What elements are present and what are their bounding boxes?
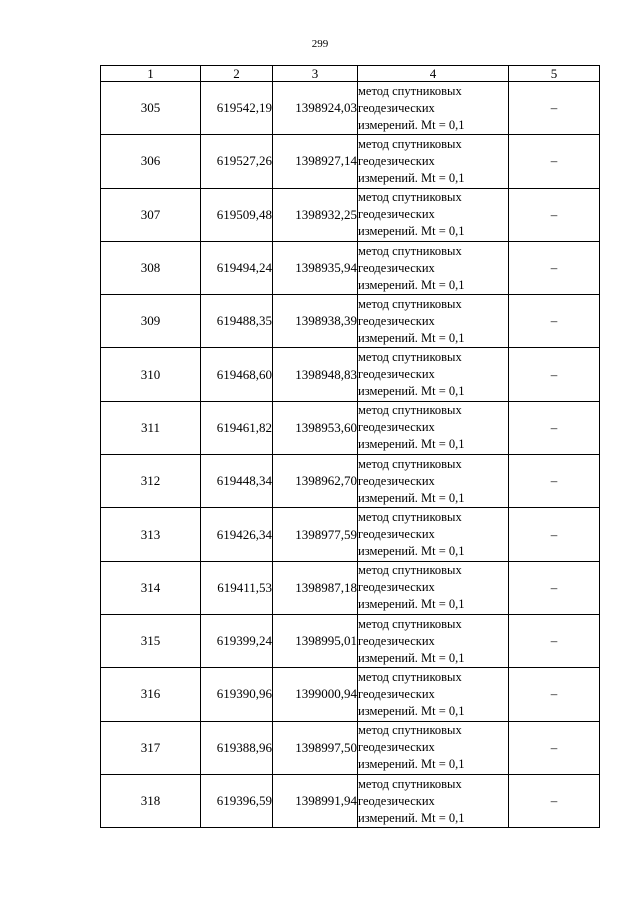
coordinate-x: 619509,48 xyxy=(201,188,273,241)
method-line: геодезических xyxy=(358,580,435,595)
coordinate-y: 1398932,25 xyxy=(273,188,358,241)
method-line: метод спутниковых xyxy=(358,510,462,525)
table-header-row xyxy=(101,66,600,82)
coordinate-x: 619388,96 xyxy=(201,721,273,774)
point-number: 315 xyxy=(101,614,201,667)
method-line: измерений. Mt = 0,1 xyxy=(358,810,465,825)
method-line: геодезических xyxy=(358,153,435,168)
coordinate-x: 619468,60 xyxy=(201,348,273,401)
point-number: 310 xyxy=(101,348,201,401)
method-line: измерений. Mt = 0,1 xyxy=(358,384,465,399)
method-description xyxy=(358,82,509,135)
note-dash: – xyxy=(509,774,600,827)
coordinate-y: 1399000,94 xyxy=(273,668,358,721)
method-description xyxy=(358,561,509,614)
method-description xyxy=(358,188,509,241)
method-line: измерений. Mt = 0,1 xyxy=(358,117,465,132)
table-body xyxy=(101,82,600,828)
table-row xyxy=(101,455,600,508)
note-dash: – xyxy=(509,241,600,294)
note-dash: – xyxy=(509,295,600,348)
method-description xyxy=(358,241,509,294)
method-description xyxy=(358,348,509,401)
coordinates-table xyxy=(100,65,600,828)
method-line: измерений. Mt = 0,1 xyxy=(358,544,465,559)
method-line: геодезических xyxy=(358,473,435,488)
point-number: 314 xyxy=(101,561,201,614)
method-line: геодезических xyxy=(358,367,435,382)
point-number: 313 xyxy=(101,508,201,561)
method-line: измерений. Mt = 0,1 xyxy=(358,277,465,292)
column-header-4: 4 xyxy=(358,66,509,82)
method-line: геодезических xyxy=(358,740,435,755)
method-line: геодезических xyxy=(358,527,435,542)
method-line: измерений. Mt = 0,1 xyxy=(358,437,465,452)
method-line: геодезических xyxy=(358,420,435,435)
table-row xyxy=(101,668,600,721)
method-line: измерений. Mt = 0,1 xyxy=(358,490,465,505)
method-line: измерений. Mt = 0,1 xyxy=(358,597,465,612)
method-line: метод спутниковых xyxy=(358,350,462,365)
coordinate-x: 619426,34 xyxy=(201,508,273,561)
method-description xyxy=(358,721,509,774)
method-line: измерений. Mt = 0,1 xyxy=(358,330,465,345)
method-line: геодезических xyxy=(358,207,435,222)
method-description xyxy=(358,668,509,721)
table-row xyxy=(101,614,600,667)
method-description xyxy=(358,295,509,348)
method-line: измерений. Mt = 0,1 xyxy=(358,170,465,185)
point-number: 309 xyxy=(101,295,201,348)
coordinate-x: 619461,82 xyxy=(201,401,273,454)
note-dash: – xyxy=(509,188,600,241)
column-header-3: 3 xyxy=(273,66,358,82)
coordinate-x: 619542,19 xyxy=(201,82,273,135)
method-description xyxy=(358,401,509,454)
page-number: 299 xyxy=(311,38,329,50)
coordinate-y: 1398997,50 xyxy=(273,721,358,774)
point-number: 316 xyxy=(101,668,201,721)
method-line: измерений. Mt = 0,1 xyxy=(358,757,465,772)
method-line: метод спутниковых xyxy=(358,776,462,791)
column-header-2: 2 xyxy=(201,66,273,82)
coordinate-y: 1398991,94 xyxy=(273,774,358,827)
method-line: метод спутниковых xyxy=(358,403,462,418)
method-line: геодезических xyxy=(358,686,435,701)
note-dash: – xyxy=(509,508,600,561)
point-number: 306 xyxy=(101,135,201,188)
coordinate-y: 1398962,70 xyxy=(273,455,358,508)
method-description xyxy=(358,135,509,188)
coordinate-x: 619448,34 xyxy=(201,455,273,508)
method-line: геодезических xyxy=(358,260,435,275)
point-number: 311 xyxy=(101,401,201,454)
note-dash: – xyxy=(509,561,600,614)
table-row xyxy=(101,188,600,241)
table-row xyxy=(101,401,600,454)
note-dash: – xyxy=(509,82,600,135)
coordinate-x: 619390,96 xyxy=(201,668,273,721)
coordinate-y: 1398987,18 xyxy=(273,561,358,614)
coordinate-y: 1398924,03 xyxy=(273,82,358,135)
table-row xyxy=(101,295,600,348)
method-line: измерений. Mt = 0,1 xyxy=(358,650,465,665)
coordinate-y: 1398927,14 xyxy=(273,135,358,188)
method-line: метод спутниковых xyxy=(358,190,462,205)
table-row xyxy=(101,241,600,294)
coordinate-x: 619411,53 xyxy=(201,561,273,614)
coordinate-y: 1398948,83 xyxy=(273,348,358,401)
method-line: геодезических xyxy=(358,633,435,648)
method-line: измерений. Mt = 0,1 xyxy=(358,224,465,239)
method-line: геодезических xyxy=(358,100,435,115)
note-dash: – xyxy=(509,401,600,454)
method-line: метод спутниковых xyxy=(358,136,462,151)
point-number: 318 xyxy=(101,774,201,827)
note-dash: – xyxy=(509,135,600,188)
coordinate-y: 1398953,60 xyxy=(273,401,358,454)
coordinate-x: 619527,26 xyxy=(201,135,273,188)
table-row xyxy=(101,721,600,774)
note-dash: – xyxy=(509,668,600,721)
method-line: метод спутниковых xyxy=(358,563,462,578)
method-line: метод спутниковых xyxy=(358,616,462,631)
table-row xyxy=(101,561,600,614)
table-row xyxy=(101,135,600,188)
point-number: 317 xyxy=(101,721,201,774)
method-line: метод спутниковых xyxy=(358,669,462,684)
method-line: геодезических xyxy=(358,793,435,808)
method-line: измерений. Mt = 0,1 xyxy=(358,703,465,718)
method-line: метод спутниковых xyxy=(358,723,462,738)
coordinate-x: 619494,24 xyxy=(201,241,273,294)
note-dash: – xyxy=(509,348,600,401)
method-line: геодезических xyxy=(358,313,435,328)
point-number: 305 xyxy=(101,82,201,135)
table-row xyxy=(101,348,600,401)
column-header-1: 1 xyxy=(101,66,201,82)
method-description xyxy=(358,508,509,561)
method-line: метод спутниковых xyxy=(358,456,462,471)
method-line: метод спутниковых xyxy=(358,296,462,311)
table-row xyxy=(101,82,600,135)
note-dash: – xyxy=(509,614,600,667)
coordinate-x: 619488,35 xyxy=(201,295,273,348)
method-description xyxy=(358,455,509,508)
column-header-5: 5 xyxy=(509,66,600,82)
point-number: 312 xyxy=(101,455,201,508)
coordinate-y: 1398938,39 xyxy=(273,295,358,348)
coordinate-y: 1398977,59 xyxy=(273,508,358,561)
method-line: метод спутниковых xyxy=(358,243,462,258)
coordinate-x: 619399,24 xyxy=(201,614,273,667)
method-description xyxy=(358,614,509,667)
note-dash: – xyxy=(509,455,600,508)
method-line: метод спутниковых xyxy=(358,83,462,98)
coordinate-x: 619396,59 xyxy=(201,774,273,827)
table-row xyxy=(101,774,600,827)
coordinate-y: 1398935,94 xyxy=(273,241,358,294)
table-row xyxy=(101,508,600,561)
coordinate-y: 1398995,01 xyxy=(273,614,358,667)
method-description xyxy=(358,774,509,827)
note-dash: – xyxy=(509,721,600,774)
point-number: 308 xyxy=(101,241,201,294)
point-number: 307 xyxy=(101,188,201,241)
